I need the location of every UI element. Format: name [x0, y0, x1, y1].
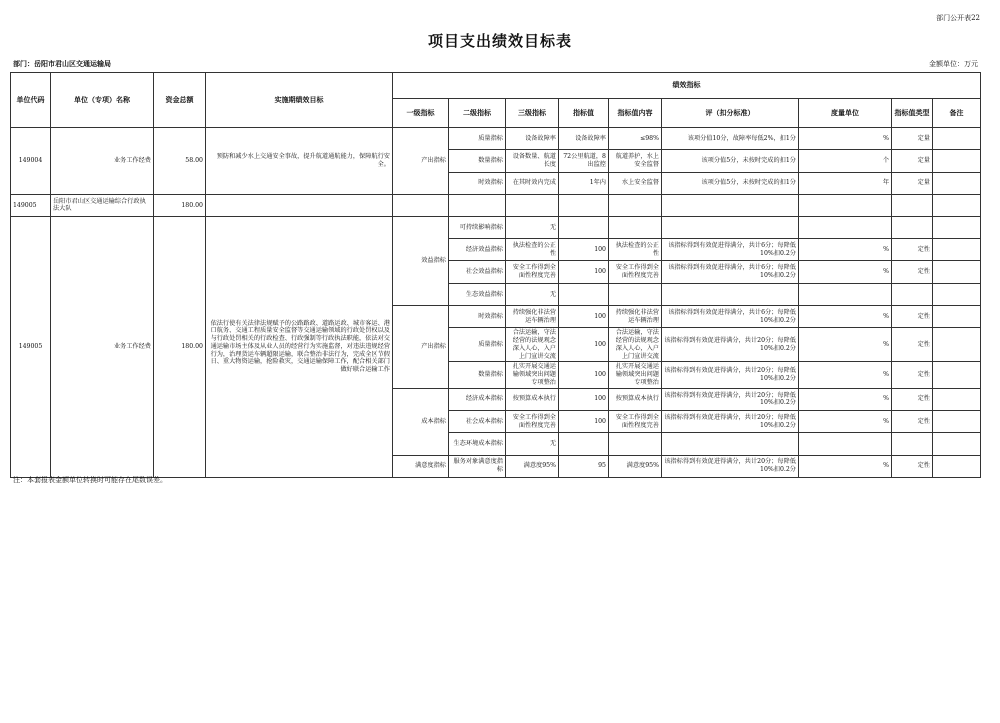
value-type: 定量	[892, 150, 933, 172]
indicator-content: 航道养护，水上安全监督	[609, 150, 662, 172]
header-content: 指标值内容	[609, 99, 662, 128]
indicator-content	[609, 216, 662, 238]
lvl2-indicator: 经济成本指标	[449, 388, 506, 410]
scoring-standard: 该指标得到有效促进得满分，共计6分；每降低10%扣0.2分	[662, 306, 799, 328]
unit-code: 149005	[11, 194, 51, 216]
indicator-value: 100	[559, 410, 609, 432]
lvl3-indicator: 执法检查的公正性	[506, 239, 559, 261]
lvl2-indicator: 生态效益指标	[449, 283, 506, 305]
lvl2-indicator: 可持续影响指标	[449, 216, 506, 238]
remark	[933, 239, 981, 261]
empty-cell	[449, 194, 506, 216]
remark	[933, 388, 981, 410]
empty-cell	[559, 194, 609, 216]
target-text	[206, 194, 393, 216]
lvl3-indicator: 无	[506, 216, 559, 238]
indicator-value: 设备故障率	[559, 128, 609, 150]
scoring-standard: 该指标得到有效促进得满分，共计20分；每降低10%扣0.2分	[662, 455, 799, 477]
scoring-standard	[662, 216, 799, 238]
indicator-content	[609, 433, 662, 455]
target-text: 预防和减少水上交通安全事故，提升航道通航能力，保障航行安全。	[206, 128, 393, 195]
header-amount: 资金总额	[154, 73, 206, 128]
empty-cell	[609, 194, 662, 216]
page-number: 部门公开表22	[936, 14, 980, 22]
value-type: 定性	[892, 261, 933, 283]
value-type	[892, 433, 933, 455]
indicator-value	[559, 216, 609, 238]
measure-unit: %	[799, 306, 892, 328]
header-code: 单位代码	[11, 73, 51, 128]
page-title: 项目支出绩效目标表	[427, 32, 572, 50]
value-type: 定量	[892, 128, 933, 150]
value-type: 定性	[892, 362, 933, 388]
value-type: 定性	[892, 410, 933, 432]
scoring-standard	[662, 433, 799, 455]
lvl3-indicator: 无	[506, 433, 559, 455]
header-name: 单位（专项）名称	[51, 73, 154, 128]
lvl2-indicator: 质量指标	[449, 128, 506, 150]
empty-cell	[506, 194, 559, 216]
measure-unit: 年	[799, 172, 892, 194]
indicator-value: 100	[559, 239, 609, 261]
header-vtype: 指标值类型	[892, 99, 933, 128]
indicator-value: 100	[559, 306, 609, 328]
indicator-value: 1年内	[559, 172, 609, 194]
indicator-value	[559, 283, 609, 305]
measure-unit: %	[799, 410, 892, 432]
empty-cell	[799, 194, 892, 216]
department-label: 部门：岳阳市君山区交通运输局	[13, 59, 111, 68]
scoring-standard: 该项分值5分，未按时完成的扣1分	[662, 172, 799, 194]
indicator-value: 95	[559, 455, 609, 477]
empty-cell	[933, 194, 981, 216]
empty-cell	[662, 194, 799, 216]
indicator-content: 水上安全监督	[609, 172, 662, 194]
measure-unit: %	[799, 328, 892, 362]
scoring-standard	[662, 283, 799, 305]
value-type: 定性	[892, 239, 933, 261]
remark	[933, 172, 981, 194]
table-row	[11, 216, 981, 238]
lvl1-indicator: 成本指标	[393, 388, 449, 455]
fund-amount: 180.00	[154, 216, 206, 477]
scoring-standard: 该项分值10分，故障率每低2%，扣1分	[662, 128, 799, 150]
lvl3-indicator: 按预算成本执行	[506, 388, 559, 410]
lvl3-indicator: 设备故障率	[506, 128, 559, 150]
header-value: 指标值	[559, 99, 609, 128]
scoring-standard: 该指标得到有效促进得满分，共计20分；每降低10%扣0.2分	[662, 410, 799, 432]
header-measure: 度量单位	[799, 99, 892, 128]
remark	[933, 261, 981, 283]
measure-unit: %	[799, 128, 892, 150]
lvl3-indicator: 满意度95%	[506, 455, 559, 477]
lvl1-indicator: 满意度指标	[393, 455, 449, 477]
indicator-content: 执法检查的公正性	[609, 239, 662, 261]
remark	[933, 433, 981, 455]
measure-unit: %	[799, 388, 892, 410]
remark	[933, 410, 981, 432]
footnote: 注：本套报表金额单位转换时可能存在尾数误差。	[13, 476, 167, 484]
measure-unit: %	[799, 455, 892, 477]
lvl2-indicator: 服务对象满意度指标	[449, 455, 506, 477]
header-scoring: 评（扣分标准）	[662, 99, 799, 128]
measure-unit	[799, 433, 892, 455]
unit-name: 业务工作经费	[51, 128, 154, 195]
unit-name: 岳阳市君山区交通运输综合行政执法大队	[51, 194, 154, 216]
lvl2-indicator: 数量指标	[449, 362, 506, 388]
target-text: 依法行使有关法律法规赋予的公路路政、道路运政、城市客运、港口航务、交通工程质量安全监督等交通运输领域的行政处罚权以及与行政处罚相关的行政检查、行政强制等行政执法职能，依法对交通运输市场主体及从业人员的经营行为实施监督，对违法违规经营行为，治理货运车辆超限运输，联合整治非法行为，完成全区节假日、重大物资运输，抢险救灾，交通运输保障工作，配合相关部门做好联合运输工作	[206, 216, 393, 477]
unit-name: 业务工作经费	[51, 216, 154, 477]
table-row	[11, 194, 981, 216]
amount-unit-label: 金额单位：万元	[929, 60, 978, 68]
header-remark: 备注	[933, 99, 981, 128]
remark	[933, 128, 981, 150]
value-type: 定性	[892, 306, 933, 328]
lvl2-indicator: 数量指标	[449, 150, 506, 172]
header-lvl1: 一级指标	[393, 99, 449, 128]
remark	[933, 150, 981, 172]
lvl2-indicator: 社会成本指标	[449, 410, 506, 432]
lvl2-indicator: 社会效益指标	[449, 261, 506, 283]
scoring-standard: 该指标得到有效促进得满分，共计20分；每降低10%扣0.2分	[662, 362, 799, 388]
remark	[933, 328, 981, 362]
indicator-value: 72公里航道，8出监控	[559, 150, 609, 172]
performance-target-table	[10, 72, 981, 478]
indicator-content: 满意度95%	[609, 455, 662, 477]
measure-unit: 个	[799, 150, 892, 172]
indicator-value: 100	[559, 261, 609, 283]
fund-amount: 180.00	[154, 194, 206, 216]
header-lvl2: 二级指标	[449, 99, 506, 128]
unit-code: 149005	[11, 216, 51, 477]
lvl2-indicator: 时效指标	[449, 172, 506, 194]
empty-cell	[892, 194, 933, 216]
lvl3-indicator: 安全工作得到全面性程度完善	[506, 261, 559, 283]
indicator-value: 100	[559, 388, 609, 410]
header-lvl3: 三级指标	[506, 99, 559, 128]
scoring-standard: 该指标得到有效促进得满分，共计20分；每降低10%扣0.2分	[662, 328, 799, 362]
measure-unit: %	[799, 239, 892, 261]
empty-cell	[393, 194, 449, 216]
indicator-content: 安全工作得到全面性程度完善	[609, 261, 662, 283]
lvl3-indicator: 安全工作得到全面性程度完善	[506, 410, 559, 432]
remark	[933, 455, 981, 477]
measure-unit	[799, 216, 892, 238]
remark	[933, 283, 981, 305]
value-type	[892, 216, 933, 238]
indicator-value	[559, 433, 609, 455]
remark	[933, 362, 981, 388]
indicator-content: 安全工作得到全面性程度完善	[609, 410, 662, 432]
header-indicator-group: 绩效指标	[393, 73, 981, 99]
indicator-content: ≤98%	[609, 128, 662, 150]
unit-code: 149004	[11, 128, 51, 195]
lvl2-indicator: 时效指标	[449, 306, 506, 328]
lvl2-indicator: 生态环境成本指标	[449, 433, 506, 455]
table-row	[11, 128, 981, 150]
measure-unit	[799, 283, 892, 305]
indicator-content: 按预算成本执行	[609, 388, 662, 410]
value-type: 定量	[892, 172, 933, 194]
lvl1-indicator: 产出指标	[393, 128, 449, 195]
lvl3-indicator: 扎实开展交通运输领域突出问题专项整治	[506, 362, 559, 388]
measure-unit: %	[799, 261, 892, 283]
header-target: 实施期绩效目标	[206, 73, 393, 128]
scoring-standard: 该指标得到有效促进得满分，共计20分；每降低10%扣0.2分	[662, 388, 799, 410]
lvl2-indicator: 质量指标	[449, 328, 506, 362]
lvl3-indicator: 合法运输，守法经营的法规观念深入人心，入户上门宣讲交流	[506, 328, 559, 362]
indicator-content: 扎实开展交通运输领域突出问题专项整治	[609, 362, 662, 388]
fund-amount: 58.00	[154, 128, 206, 195]
lvl3-indicator: 在其时效内完成	[506, 172, 559, 194]
lvl2-indicator: 经济效益指标	[449, 239, 506, 261]
measure-unit: %	[799, 362, 892, 388]
lvl3-indicator: 无	[506, 283, 559, 305]
indicator-value: 100	[559, 362, 609, 388]
remark	[933, 306, 981, 328]
scoring-standard: 该项分值5分，未按时完成的扣1分	[662, 150, 799, 172]
value-type: 定性	[892, 455, 933, 477]
scoring-standard: 该指标得到有效促进得满分，共计6分；每降低10%扣0.2分	[662, 261, 799, 283]
remark	[933, 216, 981, 238]
value-type	[892, 283, 933, 305]
indicator-content	[609, 283, 662, 305]
indicator-content: 持续强化非法营运车辆治理	[609, 306, 662, 328]
value-type: 定性	[892, 388, 933, 410]
lvl3-indicator: 持续强化非法营运车辆治理	[506, 306, 559, 328]
lvl1-indicator: 效益指标	[393, 216, 449, 305]
indicator-content: 合法运输，守法经营的法规观念深入人心，入户上门宣讲交流	[609, 328, 662, 362]
lvl1-indicator: 产出指标	[393, 306, 449, 389]
lvl3-indicator: 设备数量、航道长度	[506, 150, 559, 172]
indicator-value: 100	[559, 328, 609, 362]
value-type: 定性	[892, 328, 933, 362]
scoring-standard: 该指标得到有效促进得满分，共计6分；每降低10%扣0.2分	[662, 239, 799, 261]
